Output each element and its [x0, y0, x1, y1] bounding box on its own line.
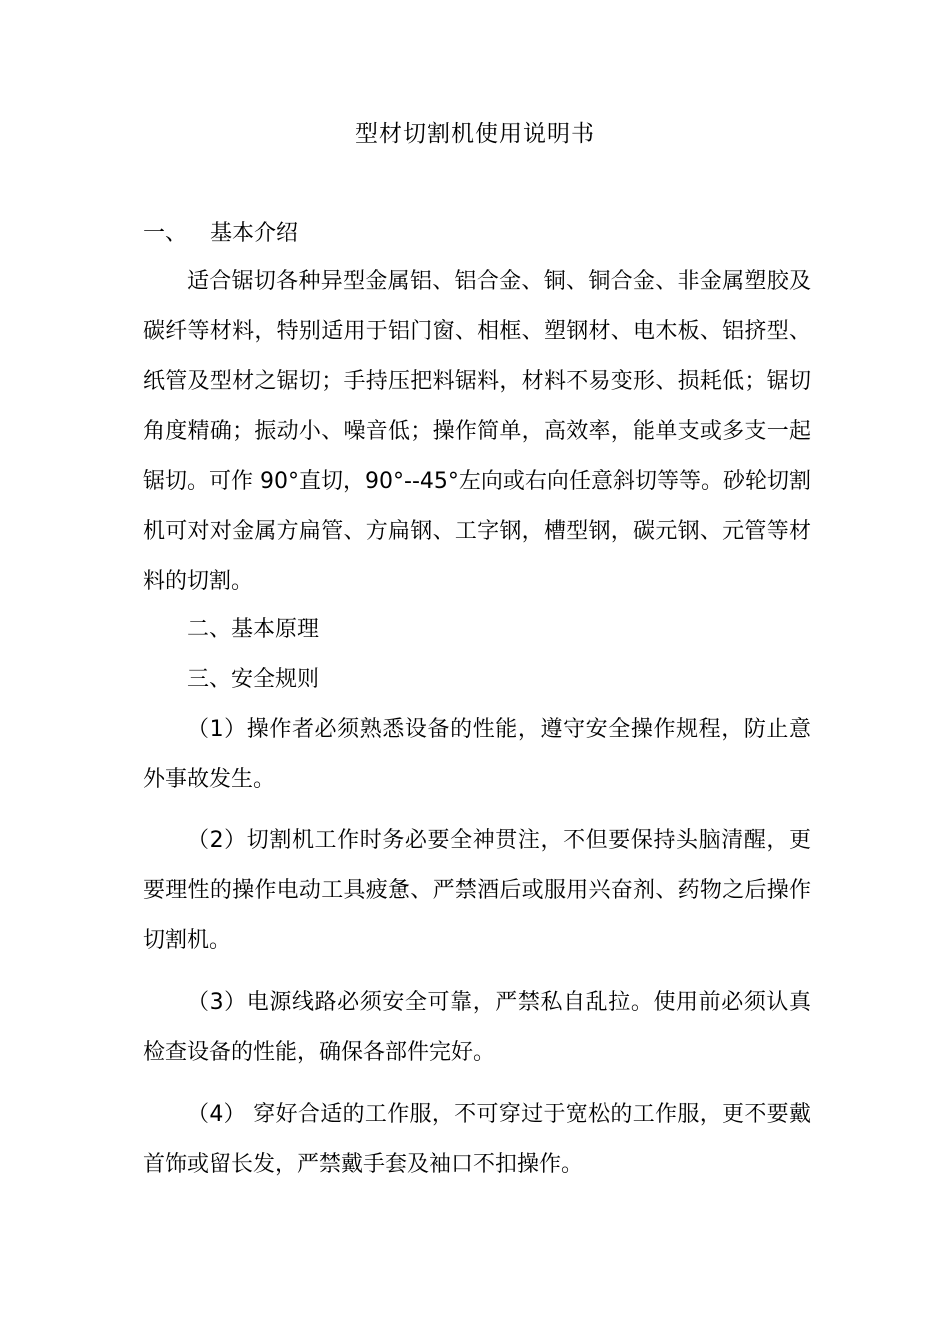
- section-heading-principle: 二、基本原理: [187, 617, 320, 642]
- section-number: 一、: [143, 221, 188, 246]
- safety-rule-3: （3）电源线路必须安全可靠，严禁私自乱拉。使用前必须认真检查设备的性能，确保各部件完好。: [143, 990, 811, 1065]
- safety-rule-4: （4） 穿好合适的工作服，不可穿过于宽松的工作服，更不要戴首饰或留长发，严禁戴手套及袖口不扣操作。: [143, 1102, 811, 1177]
- section-heading-safety-rules: 三、安全规则: [187, 667, 320, 692]
- section-label: 基本介绍: [210, 221, 299, 246]
- safety-rule-2: （2）切割机工作时务必要全神贯注，不但要保持头脑清醒，更要理性的操作电动工具疲惫、严禁酒后或服用兴奋剂、药物之后操作切割机。: [143, 828, 811, 953]
- document-title: 型材切割机使用说明书: [355, 121, 595, 147]
- intro-paragraph: 适合锯切各种异型金属铝、铝合金、铜、铜合金、非金属塑胶及碳纤等材料，特别适用于铝门窗、相框、塑钢材、电木板、铝挤型、纸管及型材之锯切；手持压把料锯料，材料不易变形、损耗低；锯切角度精确；振动小、噪音低；操作简单，高效率，能单支或多支一起锯切。可作 90°直切，90°--45°左向或右向任意斜切等等。砂轮切割机可对对金属方扁管、方扁钢、工字钢，槽型钢，碳元钢、元管等材料的切割。: [143, 269, 811, 594]
- section-heading-basic-intro: [143, 214, 298, 254]
- safety-rule-1: （1）操作者必须熟悉设备的性能，遵守安全操作规程，防止意外事故发生。: [143, 717, 811, 792]
